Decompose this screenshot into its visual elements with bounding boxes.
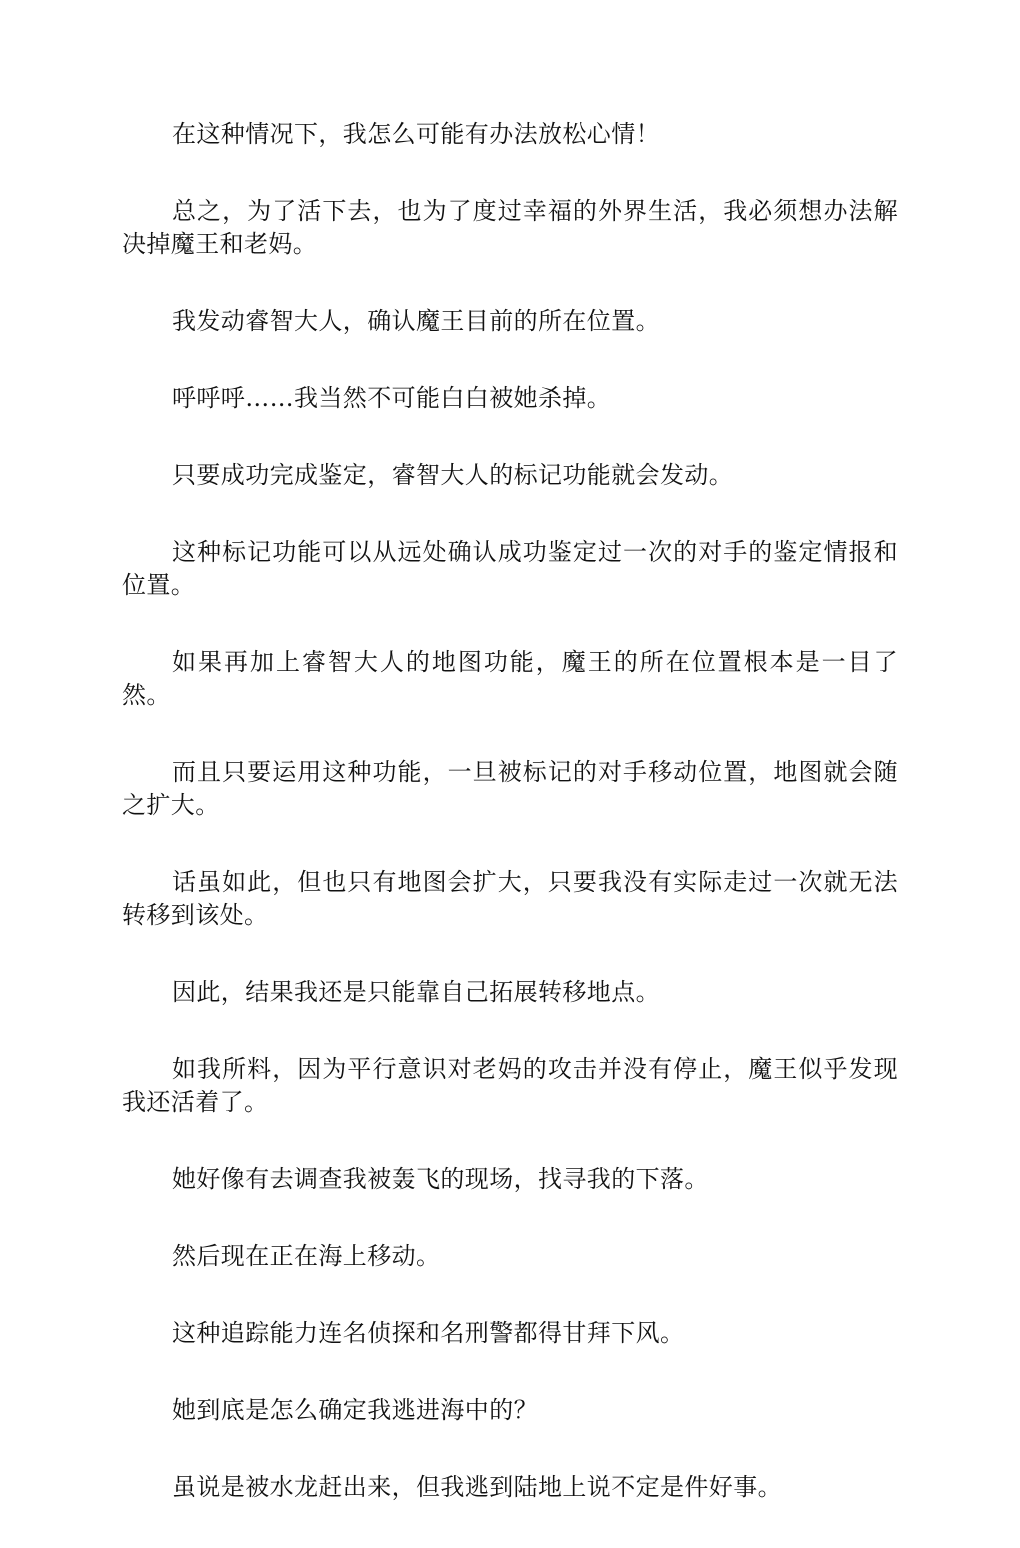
paragraph-6: 这种标记功能可以从远处确认成功鉴定过一次的对手的鉴定情报和位置。 [122,538,898,599]
paragraph-1: 在这种情况下，我怎么可能有办法放松心情！ [172,120,660,148]
paragraph-3: 我发动睿智大人，确认魔王目前的所在位置。 [172,307,660,335]
paragraph-13: 然后现在正在海上移动。 [172,1242,441,1270]
paragraph-4: 呼呼呼……我当然不可能白白被她杀掉。 [172,384,612,412]
paragraph-15: 她到底是怎么确定我逃进海中的？ [172,1396,538,1424]
paragraph-10: 因此，结果我还是只能靠自己拓展转移地点。 [172,978,660,1006]
paragraph-5: 只要成功完成鉴定，睿智大人的标记功能就会发动。 [172,461,734,489]
paragraph-12: 她好像有去调查我被轰飞的现场，找寻我的下落。 [172,1165,709,1193]
paragraph-9: 话虽如此，但也只有地图会扩大，只要我没有实际走过一次就无法转移到该处。 [122,868,898,929]
paragraph-8: 而且只要运用这种功能，一旦被标记的对手移动位置，地图就会随之扩大。 [122,758,898,819]
paragraph-14: 这种追踪能力连名侦探和名刑警都得甘拜下风。 [172,1319,685,1347]
paragraph-16: 虽说是被水龙赶出来，但我逃到陆地上说不定是件好事。 [172,1473,782,1501]
text-body [122,118,898,1548]
paragraph-7: 如果再加上睿智大人的地图功能，魔王的所在位置根本是一目了然。 [122,648,898,709]
paragraph-11: 如我所料，因为平行意识对老妈的攻击并没有停止，魔王似乎发现我还活着了。 [122,1055,898,1116]
paragraph-2: 总之，为了活下去，也为了度过幸福的外界生活，我必须想办法解决掉魔王和老妈。 [122,197,898,258]
